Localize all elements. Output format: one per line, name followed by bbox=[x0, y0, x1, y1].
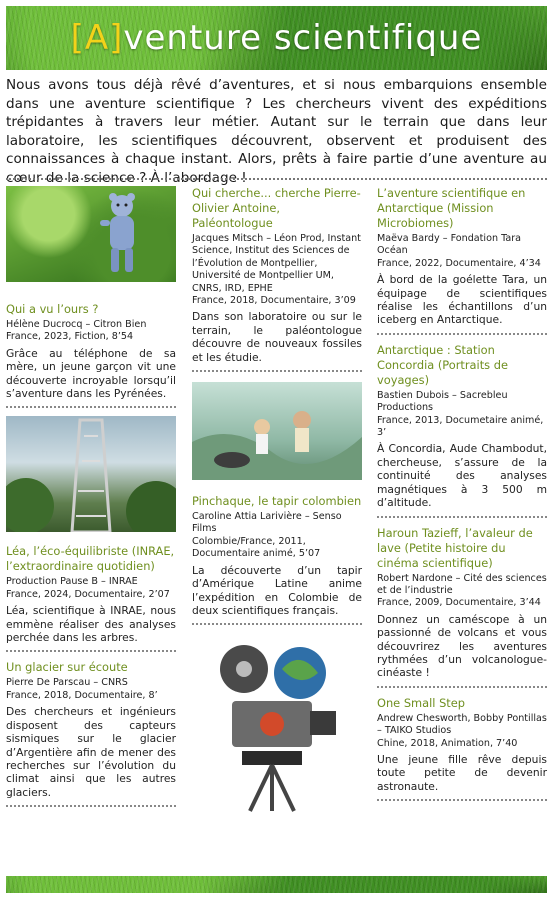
film-entry bbox=[6, 302, 176, 400]
film-projector-illustration bbox=[192, 639, 362, 815]
film-description: Léa, scientifique à INRAE, nous emmène réaliser des analyses perchée dans les arbres. bbox=[6, 604, 176, 645]
divider bbox=[6, 650, 176, 652]
divider bbox=[377, 516, 547, 518]
title-banner bbox=[6, 6, 547, 70]
film-entry bbox=[192, 186, 362, 364]
film-info: France, 2018, Documentaire, 3’09 bbox=[192, 295, 356, 307]
column-2 bbox=[192, 186, 362, 815]
film-title: Antarctique : Station Concordia (Portraits de voyages) bbox=[377, 342, 508, 387]
film-still-bear bbox=[6, 186, 176, 282]
film-info: France, 2009, Documentaire, 3’44 bbox=[377, 597, 541, 609]
film-still-tapir bbox=[192, 382, 362, 480]
divider bbox=[6, 178, 547, 180]
divider bbox=[6, 406, 176, 408]
divider bbox=[377, 686, 547, 688]
column-3 bbox=[377, 186, 547, 809]
title-letter: A bbox=[84, 18, 110, 58]
film-info: France, 2022, Documentaire, 4’34 bbox=[377, 257, 541, 269]
column-1 bbox=[6, 186, 176, 815]
film-credits: Maëva Bardy – Fondation Tara Océan bbox=[377, 233, 522, 257]
film-credits: Caroline Attia Larivière – Senso Films bbox=[192, 511, 342, 535]
film-still-tower bbox=[6, 416, 176, 532]
film-info: Chine, 2018, Animation, 7’40 bbox=[377, 737, 518, 749]
film-entry bbox=[377, 696, 547, 793]
film-credits: Hélène Ducrocq – Citron Bien bbox=[6, 319, 147, 330]
film-info: France, 2018, Documentaire, 8’ bbox=[6, 689, 158, 701]
projector-icon bbox=[192, 639, 362, 815]
bear-illustration bbox=[98, 192, 146, 276]
film-entry bbox=[377, 526, 547, 680]
film-entry bbox=[6, 660, 176, 799]
title-bracket-close: ] bbox=[109, 18, 124, 58]
film-description: À bord de la goélette Tara, un équipage de scientifiques réalise les échantillons d’un iceberg en Antarctique. bbox=[377, 273, 547, 327]
divider bbox=[6, 805, 176, 807]
tapir-illustration bbox=[192, 382, 362, 480]
divider bbox=[377, 799, 547, 801]
film-description: Dans son laboratoire ou sur le terrain, le paléontologue découvre de nouveaux fossiles et les étudie. bbox=[192, 310, 362, 364]
page-title bbox=[71, 18, 483, 58]
film-credits: Pierre De Parscau – CNRS bbox=[6, 677, 128, 689]
film-entry bbox=[377, 186, 547, 327]
film-credits: Bastien Dubois – Sacrebleu Productions bbox=[377, 389, 508, 414]
film-info: France, 2023, Fiction, 8’54 bbox=[6, 331, 134, 343]
divider bbox=[377, 333, 547, 335]
title-rest: venture scientifique bbox=[123, 18, 483, 58]
film-credits: Andrew Chesworth, Bobby Pontillas – TAIKO Studios bbox=[377, 712, 547, 737]
film-credits: Robert Nardone – Cité des sciences et de l’industrie bbox=[377, 572, 547, 596]
film-info: Colombie/France, 2011, Documentaire animé, 5’07 bbox=[192, 535, 321, 560]
film-description: Grâce au téléphone de sa mère, un jeune garçon vit une découverte incroyable lorsqu’il s’aventure dans les Pyrénées. bbox=[6, 346, 176, 401]
divider bbox=[192, 623, 362, 625]
film-title: Léa, l’éco-équilibriste (INRAE, l’extraordinaire quotidien) bbox=[6, 544, 175, 574]
film-description: À Concordia, Aude Chambodut, chercheuse, s’assure de la continuité des analyses magnétiques à 3 500 m d’altitude. bbox=[377, 442, 547, 510]
film-title: Pinchaque, le tapir colombien bbox=[192, 494, 362, 509]
divider bbox=[192, 370, 362, 372]
film-credits: Jacques Mitsch – Léon Prod, Instant Science, Institut des Sciences de l’Évolution de Montpellier, Université de Montpellier UM, CNRS, IRD, EPHE bbox=[192, 233, 361, 294]
film-description: Des chercheurs et ingénieurs disposent des capteurs sismiques sur le glacier d’Argentière afin de mener des recherches sur l’évolution du climat ainsi que les autres glaciers. bbox=[6, 705, 176, 799]
film-info: France, 2013, Documetaire animé, 3’ bbox=[377, 414, 544, 439]
film-entry bbox=[6, 544, 176, 644]
film-title: L’aventure scientifique en Antarctique (Mission Microbiomes) bbox=[377, 186, 526, 230]
film-info: France, 2024, Documentaire, 2’07 bbox=[6, 588, 170, 600]
film-title: One Small Step bbox=[377, 695, 466, 710]
intro-paragraph: Nous avons tous déjà rêvé d’aventures, et si nous embarquions ensemble dans une aventure scientifique ? Les chercheurs vivent des expéditions trépidantes à travers leur métier. Autant sur le terrain que dans leur laboratoire, les scientifiques découvrent, observent et produisent des connaissances à chaque instant. Alors, prêts à faire partie d’une aventure au cœur de la science ? À l’abordage ! bbox=[6, 77, 547, 186]
title-bracket-open: [ bbox=[70, 18, 85, 58]
film-title: Qui cherche... cherche Pierre-Olivier Antoine, Paléontologue bbox=[192, 186, 361, 230]
film-description: Donnez un caméscope à un passionné de volcans et vous découvrirez les aventures rythmées d’un volcanologue-cinéaste ! bbox=[377, 612, 547, 680]
film-description: La découverte d’un tapir d’Amérique Latine anime l’expédition en Colombie de deux scientifiques français. bbox=[192, 563, 362, 617]
tower-illustration bbox=[6, 416, 176, 532]
footer-banner bbox=[6, 876, 547, 893]
film-title: Un glacier sur écoute bbox=[6, 660, 128, 675]
film-title: Haroun Tazieff, l’avaleur de lave (Petite histoire du cinéma scientifique) bbox=[377, 525, 533, 570]
film-description: Une jeune fille rêve depuis toute petite de devenir astronaute. bbox=[377, 752, 547, 793]
film-entry bbox=[377, 343, 547, 510]
film-title: Qui a vu l’ours ? bbox=[6, 302, 99, 316]
film-entry bbox=[192, 494, 362, 617]
film-credits: Production Pause B – INRAE bbox=[6, 576, 138, 588]
